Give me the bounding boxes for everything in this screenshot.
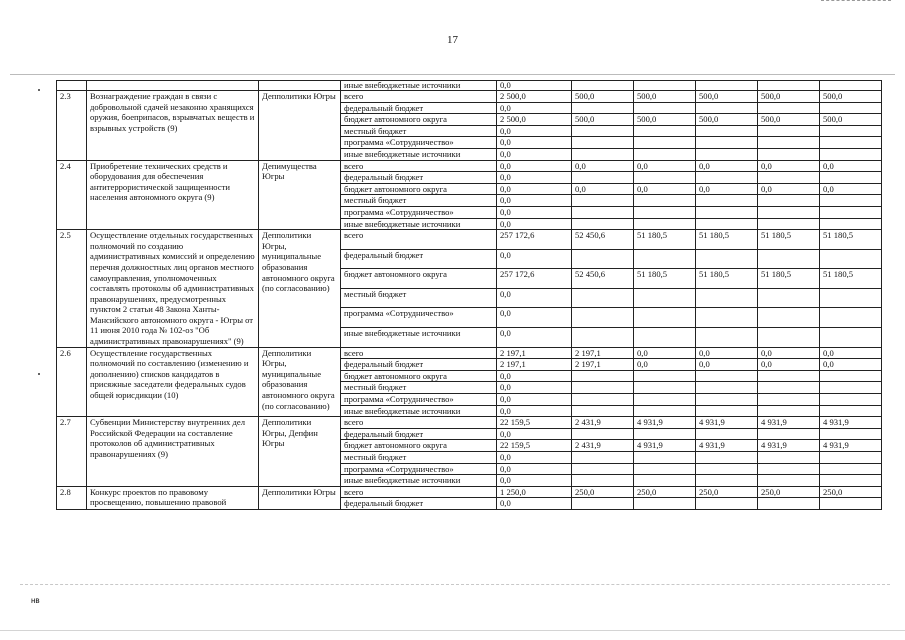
page-number: 17 (447, 34, 458, 46)
year-value: 52 450,6 (572, 230, 634, 250)
year-value (572, 288, 634, 308)
year-value (572, 394, 634, 406)
funding-source: программа «Сотрудничество» (341, 463, 497, 475)
total-value: 0,0 (497, 463, 572, 475)
year-value (758, 463, 820, 475)
total-value: 2 500,0 (497, 91, 572, 103)
total-value: 0,0 (497, 137, 572, 149)
year-value: 0,0 (572, 183, 634, 195)
margin-dot (38, 373, 40, 375)
table-row (57, 91, 882, 103)
year-value (820, 394, 882, 406)
year-value (696, 394, 758, 406)
year-value (820, 102, 882, 114)
year-value (696, 382, 758, 394)
year-value (572, 428, 634, 440)
total-value: 0,0 (497, 183, 572, 195)
year-value: 4 931,9 (696, 417, 758, 429)
year-value: 2 431,9 (572, 440, 634, 452)
year-value (758, 308, 820, 328)
year-value (820, 428, 882, 440)
year-value: 4 931,9 (634, 440, 696, 452)
year-value (758, 137, 820, 149)
year-value (696, 288, 758, 308)
funding-source: программа «Сотрудничество» (341, 394, 497, 406)
year-value (820, 475, 882, 487)
year-value: 500,0 (572, 114, 634, 126)
total-value: 257 172,6 (497, 269, 572, 289)
year-cell (634, 81, 696, 91)
year-value: 4 931,9 (820, 417, 882, 429)
year-value: 2 431,9 (572, 417, 634, 429)
item-number: 2.5 (57, 230, 87, 348)
total-value: 2 500,0 (497, 114, 572, 126)
funding-source: федеральный бюджет (341, 498, 497, 510)
year-value (696, 370, 758, 382)
year-value: 0,0 (758, 359, 820, 371)
year-value (820, 125, 882, 137)
year-value: 500,0 (696, 114, 758, 126)
total-cell: 0,0 (497, 81, 572, 91)
year-value: 250,0 (696, 486, 758, 498)
total-value: 0,0 (497, 382, 572, 394)
year-value (634, 382, 696, 394)
year-value: 500,0 (758, 91, 820, 103)
year-value (634, 206, 696, 218)
total-value: 0,0 (497, 172, 572, 184)
funding-source: программа «Сотрудничество» (341, 308, 497, 328)
funding-source: программа «Сотрудничество» (341, 137, 497, 149)
year-value (696, 137, 758, 149)
year-value: 0,0 (758, 183, 820, 195)
year-value: 4 931,9 (820, 440, 882, 452)
total-value: 2 197,1 (497, 359, 572, 371)
year-value (696, 308, 758, 328)
year-value (572, 475, 634, 487)
item-name: Субвенции Министерству внутренних дел Российской Федерации на составление протоколов об административных правонарушениях (9) (87, 417, 259, 487)
year-value: 250,0 (572, 486, 634, 498)
funding-source: иные внебюджетные источники (341, 148, 497, 160)
year-value (634, 172, 696, 184)
total-value: 0,0 (497, 249, 572, 269)
year-value (572, 382, 634, 394)
year-cell (572, 81, 634, 91)
year-value (696, 249, 758, 269)
year-value: 2 197,1 (572, 347, 634, 359)
year-value: 51 180,5 (696, 269, 758, 289)
total-value: 22 159,5 (497, 440, 572, 452)
item-name: Конкурс проектов по правовому просвещению, повышению правовой (87, 486, 259, 509)
total-value: 22 159,5 (497, 417, 572, 429)
year-value (758, 148, 820, 160)
table-row (57, 417, 882, 429)
total-value: 0,0 (497, 405, 572, 417)
year-value (634, 137, 696, 149)
top-rule (10, 74, 895, 75)
year-value (696, 328, 758, 348)
year-value (758, 249, 820, 269)
item-number: 2.3 (57, 91, 87, 161)
year-value: 0,0 (758, 160, 820, 172)
funding-source: бюджет автономного округа (341, 440, 497, 452)
year-value (634, 428, 696, 440)
total-value: 0,0 (497, 195, 572, 207)
total-value: 0,0 (497, 498, 572, 510)
scan-artifact (821, 0, 891, 4)
year-value (572, 308, 634, 328)
responsible-cell (259, 81, 341, 91)
year-value: 500,0 (696, 91, 758, 103)
year-cell (820, 81, 882, 91)
item-responsible: Депимущества Югры (259, 160, 341, 230)
year-value (820, 137, 882, 149)
year-value: 4 931,9 (758, 440, 820, 452)
total-value: 0,0 (497, 160, 572, 172)
year-value: 250,0 (634, 486, 696, 498)
source-cell: иные внебюджетные источники (341, 81, 497, 91)
year-value (634, 148, 696, 160)
year-value: 0,0 (634, 347, 696, 359)
year-value (820, 195, 882, 207)
year-value: 0,0 (820, 359, 882, 371)
year-value (758, 102, 820, 114)
total-value: 0,0 (497, 328, 572, 348)
item-name: Осуществление отдельных государственных полномочий по созданию административных комиссий и определению перечня должностных лиц органов местного самоуправления, уполномоченных составлять протоколы об административных правонарушениях, предусмотренных пунктом 2 статьи 48 Закона Ханты-Мансийского автономного округа - Югры от 11 июня 2010 года № 102-оз "Об административных правонарушениях" (9) (87, 230, 259, 348)
year-value (572, 102, 634, 114)
total-value: 0,0 (497, 394, 572, 406)
funding-source: иные внебюджетные источники (341, 405, 497, 417)
year-value (820, 148, 882, 160)
year-value: 0,0 (696, 160, 758, 172)
funding-source: всего (341, 417, 497, 429)
year-value (572, 463, 634, 475)
funding-source: местный бюджет (341, 125, 497, 137)
year-value (696, 218, 758, 230)
year-value: 51 180,5 (820, 230, 882, 250)
year-value (634, 394, 696, 406)
year-value (696, 148, 758, 160)
item-name: Вознаграждение граждан в связи с добровольной сдачей незаконно хранящихся оружия, боеприпасов, взрывчатых веществ и взрывных устройств (9) (87, 91, 259, 161)
year-value (572, 195, 634, 207)
year-value: 4 931,9 (758, 417, 820, 429)
year-value: 500,0 (820, 114, 882, 126)
year-value: 2 197,1 (572, 359, 634, 371)
item-responsible: Депполитики Югры (259, 486, 341, 509)
page-edge (0, 630, 905, 631)
funding-source: иные внебюджетные источники (341, 218, 497, 230)
funding-source: бюджет автономного округа (341, 269, 497, 289)
item-number: 2.7 (57, 417, 87, 487)
num-cell (57, 81, 87, 91)
year-value (758, 195, 820, 207)
funding-source: иные внебюджетные источники (341, 328, 497, 348)
year-value (696, 125, 758, 137)
year-value (572, 137, 634, 149)
year-value (820, 218, 882, 230)
year-value: 0,0 (820, 347, 882, 359)
margin-dot (38, 89, 40, 91)
name-cell (87, 81, 259, 91)
year-value (820, 452, 882, 464)
year-value (820, 206, 882, 218)
funding-source: всего (341, 160, 497, 172)
year-value (820, 382, 882, 394)
total-value: 0,0 (497, 218, 572, 230)
funding-source: местный бюджет (341, 288, 497, 308)
year-value: 500,0 (758, 114, 820, 126)
year-value (820, 405, 882, 417)
year-value (820, 463, 882, 475)
year-value (820, 249, 882, 269)
year-value: 51 180,5 (758, 269, 820, 289)
total-value: 2 197,1 (497, 347, 572, 359)
item-name: Приобретение технических средств и оборудования для обеспечения антитеррористической защищенности населения автономного округа (9) (87, 160, 259, 230)
year-value (634, 218, 696, 230)
year-value (820, 172, 882, 184)
funding-source: всего (341, 486, 497, 498)
year-cell (696, 81, 758, 91)
year-value (572, 328, 634, 348)
year-value (696, 172, 758, 184)
year-value (820, 288, 882, 308)
year-value (758, 382, 820, 394)
year-value (572, 125, 634, 137)
total-value: 0,0 (497, 370, 572, 382)
item-number: 2.4 (57, 160, 87, 230)
table-row (57, 347, 882, 359)
total-value: 257 172,6 (497, 230, 572, 250)
year-value (634, 308, 696, 328)
year-value (572, 172, 634, 184)
bottom-rule (20, 584, 890, 585)
funding-source: федеральный бюджет (341, 428, 497, 440)
year-value (758, 394, 820, 406)
year-value: 51 180,5 (820, 269, 882, 289)
year-value: 0,0 (820, 183, 882, 195)
year-value: 51 180,5 (634, 269, 696, 289)
year-value (634, 463, 696, 475)
year-value: 52 450,6 (572, 269, 634, 289)
total-value: 0,0 (497, 288, 572, 308)
funding-source: программа «Сотрудничество» (341, 206, 497, 218)
year-value (634, 328, 696, 348)
year-value (634, 498, 696, 510)
year-value (634, 370, 696, 382)
year-value (634, 288, 696, 308)
budget-table (56, 80, 882, 510)
item-responsible: Депполитики Югры, Депфин Югры (259, 417, 341, 487)
year-value: 0,0 (634, 183, 696, 195)
item-responsible: Депполитики Югры (259, 91, 341, 161)
year-value: 0,0 (696, 347, 758, 359)
year-value (634, 452, 696, 464)
year-value (634, 195, 696, 207)
year-value (634, 475, 696, 487)
year-value: 0,0 (820, 160, 882, 172)
year-value (572, 218, 634, 230)
year-value (696, 498, 758, 510)
table-row (57, 230, 882, 250)
year-value: 500,0 (820, 91, 882, 103)
year-value: 0,0 (634, 359, 696, 371)
year-value: 0,0 (696, 183, 758, 195)
year-value (758, 328, 820, 348)
funding-source: всего (341, 230, 497, 250)
item-number: 2.6 (57, 347, 87, 417)
total-value: 0,0 (497, 428, 572, 440)
year-value (696, 405, 758, 417)
item-name: Осуществление государственных полномочий по составлению (изменению и дополнению) списков кандидатов в присяжные заседатели федеральных судов общей юрисдикции (10) (87, 347, 259, 417)
total-value: 0,0 (497, 102, 572, 114)
year-value (820, 370, 882, 382)
total-value: 0,0 (497, 206, 572, 218)
year-value (820, 328, 882, 348)
year-value (572, 206, 634, 218)
total-value: 0,0 (497, 308, 572, 328)
year-value (758, 125, 820, 137)
year-value (572, 498, 634, 510)
year-value (634, 249, 696, 269)
year-value: 51 180,5 (696, 230, 758, 250)
year-value (634, 125, 696, 137)
year-value (634, 102, 696, 114)
funding-source: местный бюджет (341, 452, 497, 464)
year-value (758, 452, 820, 464)
funding-source: местный бюджет (341, 195, 497, 207)
year-value (696, 463, 758, 475)
year-value (572, 249, 634, 269)
year-value (758, 498, 820, 510)
year-value: 500,0 (634, 114, 696, 126)
year-value (758, 218, 820, 230)
table-row (57, 81, 882, 91)
year-value (572, 452, 634, 464)
total-value: 0,0 (497, 475, 572, 487)
year-value (758, 370, 820, 382)
year-value (696, 452, 758, 464)
year-value: 51 180,5 (758, 230, 820, 250)
funding-source: бюджет автономного округа (341, 370, 497, 382)
year-value (696, 206, 758, 218)
year-value: 0,0 (572, 160, 634, 172)
table-row (57, 160, 882, 172)
year-value (758, 428, 820, 440)
funding-source: федеральный бюджет (341, 172, 497, 184)
total-value: 1 250,0 (497, 486, 572, 498)
year-value: 0,0 (758, 347, 820, 359)
year-value: 4 931,9 (634, 417, 696, 429)
footer-mark: нв (31, 596, 40, 605)
year-value (758, 405, 820, 417)
year-value: 51 180,5 (634, 230, 696, 250)
year-cell (758, 81, 820, 91)
year-value (572, 370, 634, 382)
funding-source: всего (341, 91, 497, 103)
year-value (696, 195, 758, 207)
year-value (758, 288, 820, 308)
year-value (820, 308, 882, 328)
funding-source: бюджет автономного округа (341, 183, 497, 195)
funding-source: иные внебюджетные источники (341, 475, 497, 487)
year-value: 0,0 (634, 160, 696, 172)
total-value: 0,0 (497, 452, 572, 464)
total-value: 0,0 (497, 125, 572, 137)
table-row (57, 486, 882, 498)
item-number: 2.8 (57, 486, 87, 509)
funding-source: местный бюджет (341, 382, 497, 394)
year-value: 250,0 (758, 486, 820, 498)
funding-source: бюджет автономного округа (341, 114, 497, 126)
funding-source: федеральный бюджет (341, 102, 497, 114)
year-value (696, 428, 758, 440)
item-responsible: Депполитики Югры, муниципальные образования автономного округа (по согласованию) (259, 230, 341, 348)
year-value (758, 172, 820, 184)
year-value (634, 405, 696, 417)
year-value: 4 931,9 (696, 440, 758, 452)
year-value: 500,0 (634, 91, 696, 103)
funding-source: федеральный бюджет (341, 249, 497, 269)
year-value (696, 102, 758, 114)
item-responsible: Депполитики Югры, муниципальные образования автономного округа (по согласованию) (259, 347, 341, 417)
funding-source: федеральный бюджет (341, 359, 497, 371)
year-value: 250,0 (820, 486, 882, 498)
year-value (572, 148, 634, 160)
year-value: 500,0 (572, 91, 634, 103)
year-value (696, 475, 758, 487)
year-value: 0,0 (696, 359, 758, 371)
year-value (572, 405, 634, 417)
table-body (57, 81, 882, 510)
year-value (758, 206, 820, 218)
funding-source: всего (341, 347, 497, 359)
year-value (820, 498, 882, 510)
year-value (758, 475, 820, 487)
total-value: 0,0 (497, 148, 572, 160)
